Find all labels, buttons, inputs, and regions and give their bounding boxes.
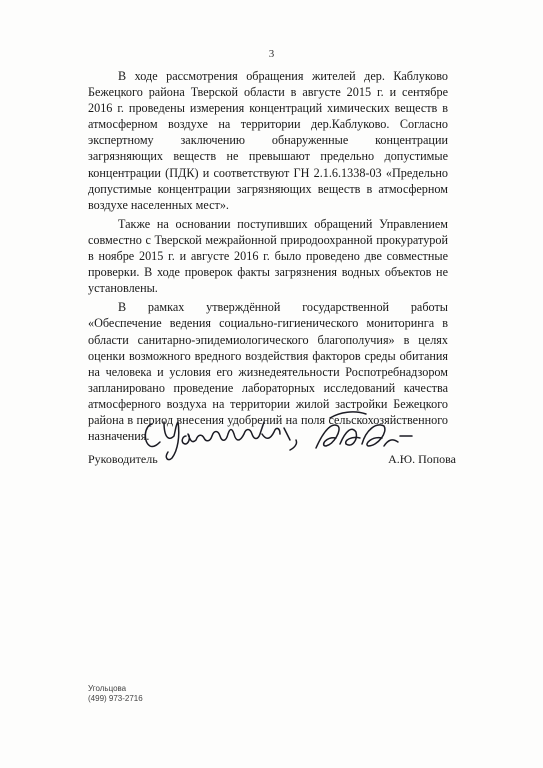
executor-footer — [88, 684, 143, 704]
signature-block — [88, 452, 456, 468]
executor-name: Угольцова — [88, 684, 127, 693]
executor-phone: (499) 973-2716 — [88, 694, 143, 703]
paragraph-2: Также на основании поступивших обращений Управлением совместно с Тверской межрайонной природоохранной прокуратурой в ноябре 2015 г. и августе 2016 г. было проведено две совместные проверки. В ходе проверок факты загрязнения водных объектов не установлены. — [88, 216, 448, 296]
signature-scribble — [316, 412, 412, 448]
paragraph-3: В рамках утверждённой государственной работы «Обеспечение ведения социально-гигиенического мониторинга в области санитарно-эпидемиологического благополучия» в целях оценки возможного вредного воздействия факторов среды обитания на человека и условия его жизнедеятельности Роспотребнадзором запланировано проведение лабораторных исследований качества атмосферного воздуха на территории жилой застройки Бежецкого района в период внесения удобрений на поля сельскохозяйственного назначения. — [88, 300, 448, 444]
signer-name: А.Ю. Попова — [388, 452, 456, 466]
letter-body — [88, 68, 448, 447]
paragraph-1: В ходе рассмотрения обращения жителей дер. Каблуково Бежецкого района Тверской области в августе 2015 г. и сентябре 2016 г. проведены измерения концентраций химических веществ в атмосферном воздухе на территории дер.Каблуково. Согласно экспертному заключению обнаруженные концентрации загрязняющих веществ не превышают предельно допустимые концентрации (ПДК) и соответствуют ГН 2.1.6.1338-03 «Предельно допустимые концентрации загрязняющих веществ в атмосферном воздухе населенных мест». — [88, 69, 448, 212]
signer-position: Руководитель — [88, 452, 158, 466]
page-number: 3 — [268, 48, 275, 60]
